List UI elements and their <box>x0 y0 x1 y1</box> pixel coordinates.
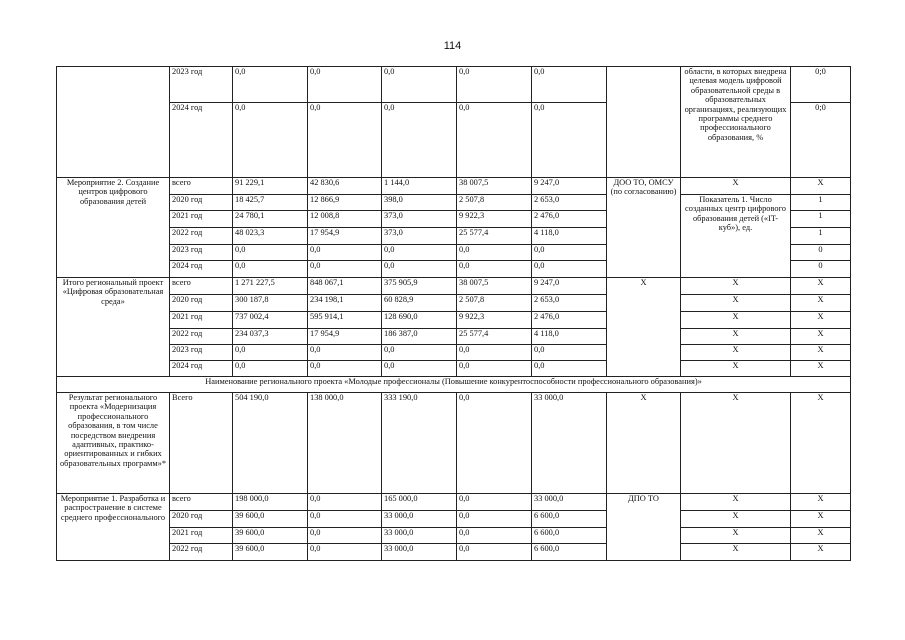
year-cell: 2021 год <box>170 312 233 329</box>
amount-cell: 25 577,4 <box>457 329 532 345</box>
indicator-cell: области, в которых внедрена целевая модель цифровой образовательной среды в образовательных организациях, реализующих программы среднего профессионального образования, % <box>681 67 791 178</box>
table-row <box>57 544 851 561</box>
indicator-cell: Х <box>681 329 791 345</box>
amount-cell: 0,0 <box>457 245 532 261</box>
amount-cell: 0,0 <box>308 361 382 377</box>
amount-cell: 128 690,0 <box>382 312 457 329</box>
indicator-cell: Х <box>681 511 791 528</box>
year-cell: 2023 год <box>170 245 233 261</box>
indicator-cell: Х <box>681 178 791 195</box>
amount-cell: 2 476,0 <box>532 211 607 228</box>
amount-cell: 0,0 <box>308 511 382 528</box>
amount-cell: 0,0 <box>532 261 607 278</box>
amount-cell: 0,0 <box>233 245 308 261</box>
value-cell: Х <box>791 494 851 511</box>
section-banner: Наименование регионального проекта «Молодые профессионалы (Повышение конкурентоспособности профессионального образования)» <box>57 377 851 393</box>
value-cell: Х <box>791 278 851 295</box>
amount-cell: 138 000,0 <box>308 393 382 494</box>
amount-cell: 737 002,4 <box>233 312 308 329</box>
amount-cell: 0,0 <box>233 67 308 103</box>
year-cell: 2023 год <box>170 67 233 103</box>
year-cell: 2021 год <box>170 528 233 544</box>
table-row <box>57 278 851 295</box>
year-cell: 2021 год <box>170 211 233 228</box>
value-cell: 1 <box>791 228 851 245</box>
amount-cell: 0,0 <box>382 245 457 261</box>
value-cell: 0;0 <box>791 103 851 178</box>
amount-cell: 0,0 <box>532 361 607 377</box>
value-cell: 0;0 <box>791 67 851 103</box>
amount-cell: 0,0 <box>233 261 308 278</box>
indicator-cell: Х <box>681 278 791 295</box>
table-row <box>57 295 851 312</box>
amount-cell: 0,0 <box>532 245 607 261</box>
amount-cell: 0,0 <box>457 261 532 278</box>
budget-table <box>56 66 851 561</box>
year-cell: 2024 год <box>170 361 233 377</box>
amount-cell: 165 000,0 <box>382 494 457 511</box>
table-row <box>57 511 851 528</box>
amount-cell: 12 866,9 <box>308 195 382 211</box>
amount-cell: 0,0 <box>308 103 382 178</box>
name-cell: Мероприятие 2. Создание центров цифрового образования детей <box>57 178 170 278</box>
amount-cell: 0,0 <box>457 67 532 103</box>
amount-cell: 0,0 <box>457 345 532 361</box>
indicator-cell: Х <box>681 544 791 561</box>
amount-cell: 38 007,5 <box>457 278 532 295</box>
amount-cell: 0,0 <box>457 393 532 494</box>
table-row <box>57 178 851 195</box>
amount-cell: 39 600,0 <box>233 544 308 561</box>
amount-cell: 504 190,0 <box>233 393 308 494</box>
year-cell: 2022 год <box>170 544 233 561</box>
table-row <box>57 195 851 211</box>
value-cell: 0 <box>791 245 851 261</box>
amount-cell: 0,0 <box>382 67 457 103</box>
amount-cell: 0,0 <box>308 261 382 278</box>
amount-cell: 0,0 <box>532 67 607 103</box>
indicator-cell: Х <box>681 528 791 544</box>
amount-cell: 0,0 <box>308 544 382 561</box>
value-cell: Х <box>791 511 851 528</box>
year-cell: 2022 год <box>170 228 233 245</box>
amount-cell: 0,0 <box>457 528 532 544</box>
amount-cell: 1 144,0 <box>382 178 457 195</box>
amount-cell: 33 000,0 <box>382 528 457 544</box>
amount-cell: 0,0 <box>457 103 532 178</box>
name-cell: Результат регионального проекта «Модернизация профессионального образования, в том числе посредством внедрения адаптивных, практико-ориентированных и гибких образовательных программ»* <box>57 393 170 494</box>
year-cell: 2020 год <box>170 295 233 312</box>
executor-cell: Х <box>607 278 681 377</box>
amount-cell: 0,0 <box>233 103 308 178</box>
amount-cell: 42 830,6 <box>308 178 382 195</box>
name-cell: Итого региональный проект «Цифровая образовательная среда» <box>57 278 170 377</box>
amount-cell: 6 600,0 <box>532 544 607 561</box>
amount-cell: 18 425,7 <box>233 195 308 211</box>
table-row <box>57 312 851 329</box>
amount-cell: 60 828,9 <box>382 295 457 312</box>
table-row <box>57 528 851 544</box>
amount-cell: 0,0 <box>233 345 308 361</box>
table-row <box>57 361 851 377</box>
name-cell <box>57 67 170 178</box>
indicator-cell: Показатель 1. Число созданных центр цифрового образования детей («IT-куб»), ед. <box>681 195 791 278</box>
executor-cell: Х <box>607 393 681 494</box>
amount-cell: 9 922,3 <box>457 312 532 329</box>
value-cell: Х <box>791 345 851 361</box>
amount-cell: 25 577,4 <box>457 228 532 245</box>
year-cell: 2024 год <box>170 261 233 278</box>
year-cell: 2020 год <box>170 195 233 211</box>
amount-cell: 33 000,0 <box>382 511 457 528</box>
amount-cell: 17 954,9 <box>308 228 382 245</box>
amount-cell: 4 118,0 <box>532 329 607 345</box>
amount-cell: 0,0 <box>382 345 457 361</box>
amount-cell: 91 229,1 <box>233 178 308 195</box>
year-cell: всего <box>170 494 233 511</box>
amount-cell: 33 000,0 <box>532 494 607 511</box>
value-cell: Х <box>791 312 851 329</box>
amount-cell: 4 118,0 <box>532 228 607 245</box>
amount-cell: 234 037,3 <box>233 329 308 345</box>
amount-cell: 0,0 <box>382 103 457 178</box>
amount-cell: 0,0 <box>457 544 532 561</box>
year-cell: 2024 год <box>170 103 233 178</box>
table-row <box>57 494 851 511</box>
amount-cell: 333 190,0 <box>382 393 457 494</box>
executor-cell: ДОО ТО, ОМСУ (по согласованию) <box>607 178 681 278</box>
indicator-cell: Х <box>681 345 791 361</box>
indicator-cell: Х <box>681 494 791 511</box>
table-row <box>57 67 851 103</box>
amount-cell: 373,0 <box>382 228 457 245</box>
amount-cell: 186 387,0 <box>382 329 457 345</box>
section-banner-row <box>57 377 851 393</box>
amount-cell: 398,0 <box>382 195 457 211</box>
amount-cell: 2 653,0 <box>532 195 607 211</box>
amount-cell: 9 247,0 <box>532 178 607 195</box>
amount-cell: 848 067,1 <box>308 278 382 295</box>
amount-cell: 39 600,0 <box>233 511 308 528</box>
executor-cell <box>607 67 681 178</box>
amount-cell: 12 008,8 <box>308 211 382 228</box>
amount-cell: 300 187,8 <box>233 295 308 312</box>
amount-cell: 234 198,1 <box>308 295 382 312</box>
amount-cell: 375 905,9 <box>382 278 457 295</box>
year-cell: всего <box>170 278 233 295</box>
amount-cell: 0,0 <box>457 494 532 511</box>
amount-cell: 0,0 <box>308 494 382 511</box>
amount-cell: 33 000,0 <box>532 393 607 494</box>
year-cell: 2020 год <box>170 511 233 528</box>
amount-cell: 2 476,0 <box>532 312 607 329</box>
value-cell: 1 <box>791 195 851 211</box>
amount-cell: 24 780,1 <box>233 211 308 228</box>
amount-cell: 2 507,8 <box>457 195 532 211</box>
amount-cell: 2 507,8 <box>457 295 532 312</box>
amount-cell: 9 247,0 <box>532 278 607 295</box>
amount-cell: 0,0 <box>308 245 382 261</box>
amount-cell: 0,0 <box>532 345 607 361</box>
amount-cell: 0,0 <box>532 103 607 178</box>
amount-cell: 198 000,0 <box>233 494 308 511</box>
value-cell: Х <box>791 528 851 544</box>
year-cell: 2023 год <box>170 345 233 361</box>
amount-cell: 0,0 <box>382 261 457 278</box>
year-cell: всего <box>170 178 233 195</box>
value-cell: 1 <box>791 211 851 228</box>
year-cell: Всего <box>170 393 233 494</box>
value-cell: Х <box>791 393 851 494</box>
value-cell: Х <box>791 329 851 345</box>
amount-cell: 0,0 <box>308 67 382 103</box>
indicator-cell: Х <box>681 361 791 377</box>
amount-cell: 17 954,9 <box>308 329 382 345</box>
amount-cell: 9 922,3 <box>457 211 532 228</box>
amount-cell: 38 007,5 <box>457 178 532 195</box>
indicator-cell: Х <box>681 312 791 329</box>
value-cell: Х <box>791 361 851 377</box>
amount-cell: 2 653,0 <box>532 295 607 312</box>
table-row <box>57 329 851 345</box>
amount-cell: 0,0 <box>308 528 382 544</box>
amount-cell: 595 914,1 <box>308 312 382 329</box>
name-cell: Мероприятие 1. Разработка и распространение в системе среднего профессионального <box>57 494 170 561</box>
amount-cell: 48 023,3 <box>233 228 308 245</box>
amount-cell: 0,0 <box>233 361 308 377</box>
amount-cell: 0,0 <box>457 511 532 528</box>
amount-cell: 0,0 <box>382 361 457 377</box>
executor-cell: ДПО ТО <box>607 494 681 561</box>
amount-cell: 39 600,0 <box>233 528 308 544</box>
value-cell: Х <box>791 544 851 561</box>
amount-cell: 6 600,0 <box>532 528 607 544</box>
indicator-cell: Х <box>681 295 791 312</box>
table-row <box>57 393 851 494</box>
year-cell: 2022 год <box>170 329 233 345</box>
indicator-cell: Х <box>681 393 791 494</box>
amount-cell: 0,0 <box>457 361 532 377</box>
amount-cell: 0,0 <box>308 345 382 361</box>
table-row <box>57 345 851 361</box>
amount-cell: 373,0 <box>382 211 457 228</box>
amount-cell: 6 600,0 <box>532 511 607 528</box>
value-cell: Х <box>791 295 851 312</box>
amount-cell: 1 271 227,5 <box>233 278 308 295</box>
amount-cell: 33 000,0 <box>382 544 457 561</box>
value-cell: 0 <box>791 261 851 278</box>
page-number: 114 <box>443 40 462 52</box>
value-cell: Х <box>791 178 851 195</box>
